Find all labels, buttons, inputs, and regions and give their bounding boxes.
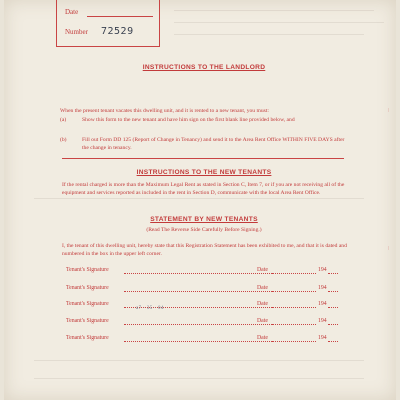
edge-mark: | [388, 108, 389, 113]
box-date-row [65, 8, 78, 16]
box-date-label: Date [65, 8, 79, 16]
box-number-row [65, 28, 88, 36]
date-line[interactable] [272, 341, 316, 342]
form-page [4, 0, 396, 400]
date-label: Date [257, 318, 268, 324]
date-label: Date [257, 301, 268, 307]
date-label: Date [257, 335, 268, 341]
serial-number: 72529 [101, 26, 134, 37]
perforation-stamp: a7 · 35 · 04 [136, 306, 164, 311]
new-tenants-heading: INSTRUCTIONS TO THE NEW TENANTS [136, 169, 272, 176]
date-line[interactable] [272, 307, 316, 308]
year-line[interactable] [328, 324, 338, 325]
show-through-line [34, 360, 364, 361]
landlord-intro: When the present tenant vacates this dwelling unit, and it is rented to a new tenant, you must: [60, 108, 269, 114]
signature-label: Tenant's Signature [66, 285, 109, 291]
statement-heading: STATEMENT BY NEW TENANTS [150, 216, 258, 223]
year-prefix: 194 [318, 318, 327, 324]
year-prefix: 194 [318, 301, 327, 307]
signature-label: Tenant's Signature [66, 318, 109, 324]
signature-row[interactable] [66, 335, 366, 345]
date-label: Date [257, 267, 268, 273]
edge-mark: | [388, 246, 389, 251]
statement-subheading: (Read The Reverse Side Carefully Before Signing.) [146, 227, 262, 233]
section-divider [62, 158, 344, 159]
year-line[interactable] [328, 291, 338, 292]
new-tenants-body: If the rental charged is more than the Maximum Legal Rent as stated in Section C, Item 7, or if you are not receiving all of the equipment and services reported as included in the rent in Section D, communicate with the local Area Rent Office. [62, 182, 345, 196]
item-a-text: Show this form to the new tenant and have him sign on the first blank line provided below, and [82, 117, 295, 123]
item-b-marker: (b) [60, 137, 67, 143]
date-line[interactable] [272, 324, 316, 325]
year-line[interactable] [328, 341, 338, 342]
signature-row[interactable] [66, 285, 366, 295]
show-through-line [34, 198, 364, 199]
signature-row[interactable] [66, 267, 366, 277]
statement-body: I, the tenant of this dwelling unit, hereby state that this Registration Statement has been exhibited to me, and that it is dated and numbered in the box in the upper left corner. [62, 243, 347, 257]
landlord-heading: INSTRUCTIONS TO THE LANDLORD [142, 64, 266, 71]
item-b-text: Fill out Form DD 125 (Report of Change in Tenancy) and send it to the Area Rent Office WITHIN FIVE DAYS after the change in tenancy. [82, 137, 345, 151]
year-prefix: 194 [318, 335, 327, 341]
box-number-label: Number [65, 28, 88, 36]
signature-label: Tenant's Signature [66, 335, 109, 341]
date-line[interactable] [272, 291, 316, 292]
box-date-line [87, 16, 153, 17]
year-line[interactable] [328, 273, 338, 274]
date-line[interactable] [272, 273, 316, 274]
date-number-box [56, 0, 160, 47]
signature-label: Tenant's Signature [66, 301, 109, 307]
signature-row[interactable] [66, 318, 366, 328]
year-prefix: 194 [318, 285, 327, 291]
date-label: Date [257, 285, 268, 291]
item-a-marker: (a) [60, 117, 67, 123]
signature-row[interactable] [66, 301, 366, 311]
signature-label: Tenant's Signature [66, 267, 109, 273]
show-through-line [34, 378, 364, 379]
year-line[interactable] [328, 307, 338, 308]
show-through-line [174, 22, 384, 23]
show-through-line [174, 34, 364, 35]
show-through-line [174, 10, 374, 11]
year-prefix: 194 [318, 267, 327, 273]
